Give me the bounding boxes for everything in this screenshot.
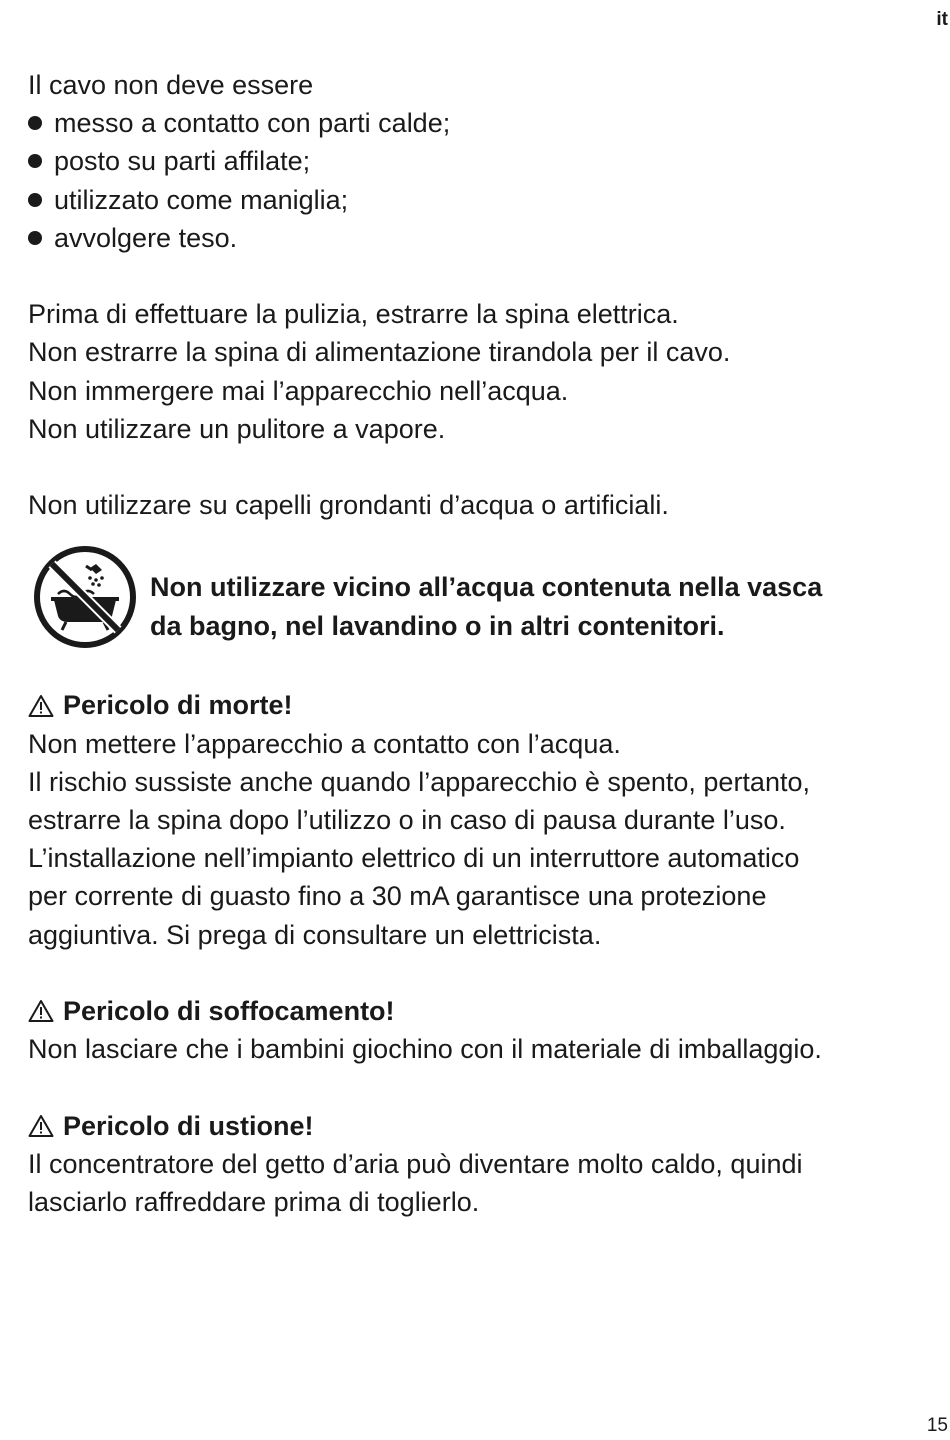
paragraph-line: Non utilizzare su capelli grondanti d’acqua o artificiali. (28, 490, 669, 521)
list-item-text: utilizzato come maniglia; (54, 184, 349, 215)
warning-triangle-icon (28, 999, 54, 1023)
paragraph-line: Il concentratore del getto d’aria può diventare molto caldo, quindi (28, 1148, 803, 1179)
paragraph-line: aggiuntiva. Si prega di consultare un elettricista. (28, 919, 602, 950)
paragraph-line: L’installazione nell’impianto elettrico di un interruttore automatico (28, 843, 800, 874)
page-number: 15 (926, 1415, 948, 1436)
danger-death-heading (28, 686, 938, 724)
spacer (28, 1068, 938, 1106)
warning-triangle-icon (28, 1114, 54, 1138)
spacer (28, 524, 938, 564)
language-tag: it (936, 9, 948, 30)
spacer (28, 448, 938, 486)
page-content (28, 66, 938, 1221)
bullet-icon (28, 154, 42, 168)
spacer (28, 257, 938, 295)
list-item (28, 104, 938, 142)
section-title: Pericolo di ustione! (63, 1110, 314, 1141)
cable-intro: Il cavo non deve essere (28, 70, 314, 100)
paragraph-line: estrarre la spina dopo l’utilizzo o in caso di pausa durante l’uso. (28, 805, 786, 836)
list-item (28, 181, 938, 219)
list-item-text: messo a contatto con parti calde; (54, 108, 451, 139)
paragraph-line: Non immergere mai l’apparecchio nell’acqua. (28, 375, 569, 406)
spacer (28, 650, 938, 686)
water-warning-text (150, 568, 822, 644)
no-bathtub-icon (32, 544, 138, 650)
section-title: Pericolo di soffocamento! (63, 996, 395, 1027)
paragraph-line: Non estrarre la spina di alimentazione tirandola per il cavo. (28, 337, 731, 368)
warning-triangle-icon (28, 694, 54, 718)
paragraph-line: Prima di effettuare la pulizia, estrarre la spina elettrica. (28, 299, 679, 330)
bullet-icon (28, 193, 42, 207)
danger-suffocation-heading (28, 992, 938, 1030)
section-title: Pericolo di morte! (63, 690, 293, 721)
paragraph-line: per corrente di guasto fino a 30 mA garantisce una protezione (28, 881, 767, 912)
spacer (28, 954, 938, 992)
paragraph-line: Non lasciare che i bambini giochino con il materiale di imballaggio. (28, 1034, 822, 1065)
paragraph-line: Il rischio sussiste anche quando l’apparecchio è spento, pertanto, (28, 766, 810, 797)
bullet-icon (28, 116, 42, 130)
list-item (28, 219, 938, 257)
danger-burn-heading (28, 1107, 938, 1145)
paragraph-line: Non mettere l’apparecchio a contatto con l’acqua. (28, 728, 621, 759)
list-item (28, 142, 938, 180)
water-warning (28, 568, 938, 650)
paragraph-line: lasciarlo raffreddare prima di toglierlo. (28, 1187, 480, 1218)
paragraph-line: Non utilizzare un pulitore a vapore. (28, 413, 446, 444)
bullet-icon (28, 231, 42, 245)
warning-line: da bagno, nel lavandino o in altri contenitori. (150, 610, 725, 641)
list-item-text: posto su parti affilate; (54, 146, 311, 177)
list-item-text: avvolgere teso. (54, 222, 238, 253)
warning-line: Non utilizzare vicino all’acqua contenuta nella vasca (150, 572, 823, 603)
